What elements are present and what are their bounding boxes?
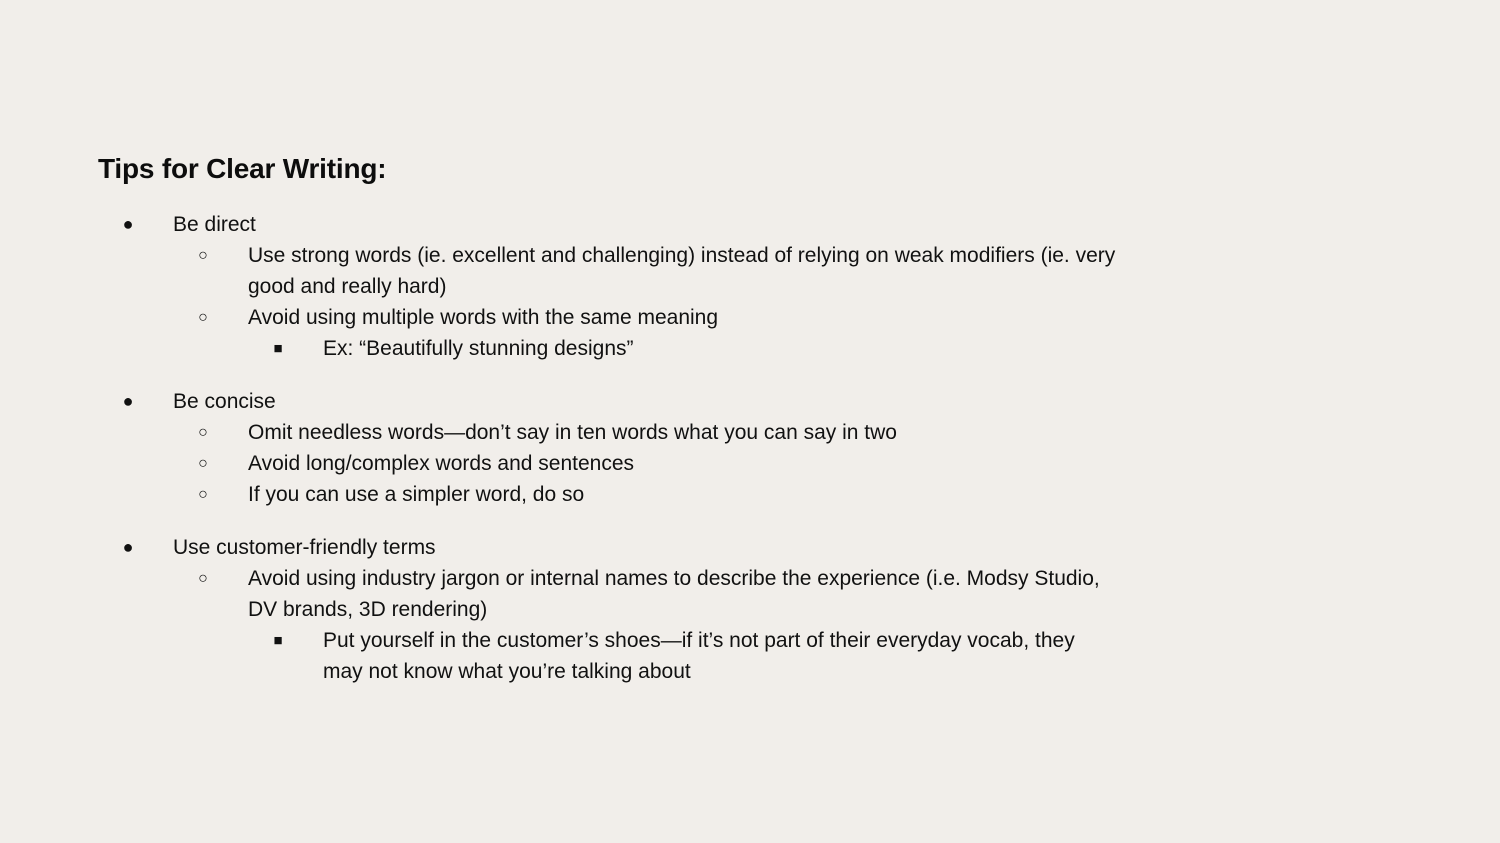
bullet-filled-circle-icon: ● — [122, 214, 134, 234]
list-item — [98, 333, 1118, 364]
list-item-text: Be concise — [173, 390, 276, 413]
bullet-hollow-circle-icon: ○ — [198, 455, 208, 472]
list-item — [98, 302, 1118, 333]
list-item-text: Avoid long/complex words and sentences — [248, 452, 635, 475]
list-item — [98, 386, 1118, 417]
bullet-hollow-circle-icon: ○ — [198, 424, 208, 441]
bullet-filled-circle-icon: ● — [122, 537, 134, 557]
list-item — [98, 448, 1118, 479]
slide-title: Tips for Clear Writing: — [98, 153, 387, 184]
list-item — [98, 240, 1118, 302]
bullet-hollow-circle-icon: ○ — [198, 486, 208, 503]
list-item — [98, 209, 1118, 240]
bullet-hollow-circle-icon: ○ — [198, 309, 208, 326]
bullet-square-icon: ■ — [273, 340, 283, 357]
list-item-text: Use strong words (ie. excellent and challenging) instead of relying on weak modifiers (ie. very good and really hard) — [248, 244, 1116, 298]
list-item-text: Omit needless words—don’t say in ten words what you can say in two — [248, 421, 897, 444]
list-item-text: Avoid using industry jargon or internal names to describe the experience (i.e. Modsy Studio, DV brands, 3D rendering) — [248, 567, 1100, 621]
list-item — [98, 563, 1118, 625]
list-item-text: Avoid using multiple words with the same meaning — [248, 306, 719, 329]
tips-list — [98, 209, 1118, 687]
list-item-text: Use customer-friendly terms — [173, 536, 436, 559]
bullet-hollow-circle-icon: ○ — [198, 570, 208, 587]
list-item-text: Put yourself in the customer’s shoes—if it’s not part of their everyday vocab, they may not know what you’re talking about — [323, 629, 1075, 683]
list-item-text: Be direct — [173, 213, 256, 236]
list-item — [98, 532, 1118, 563]
bullet-filled-circle-icon: ● — [122, 391, 134, 411]
list-item-text: If you can use a simpler word, do so — [248, 483, 585, 506]
bullet-square-icon: ■ — [273, 632, 283, 649]
list-item — [98, 417, 1118, 448]
list-item — [98, 479, 1118, 510]
list-item-text: Ex: “Beautifully stunning designs” — [323, 337, 634, 360]
list-item — [98, 625, 1118, 687]
bullet-hollow-circle-icon: ○ — [198, 247, 208, 264]
